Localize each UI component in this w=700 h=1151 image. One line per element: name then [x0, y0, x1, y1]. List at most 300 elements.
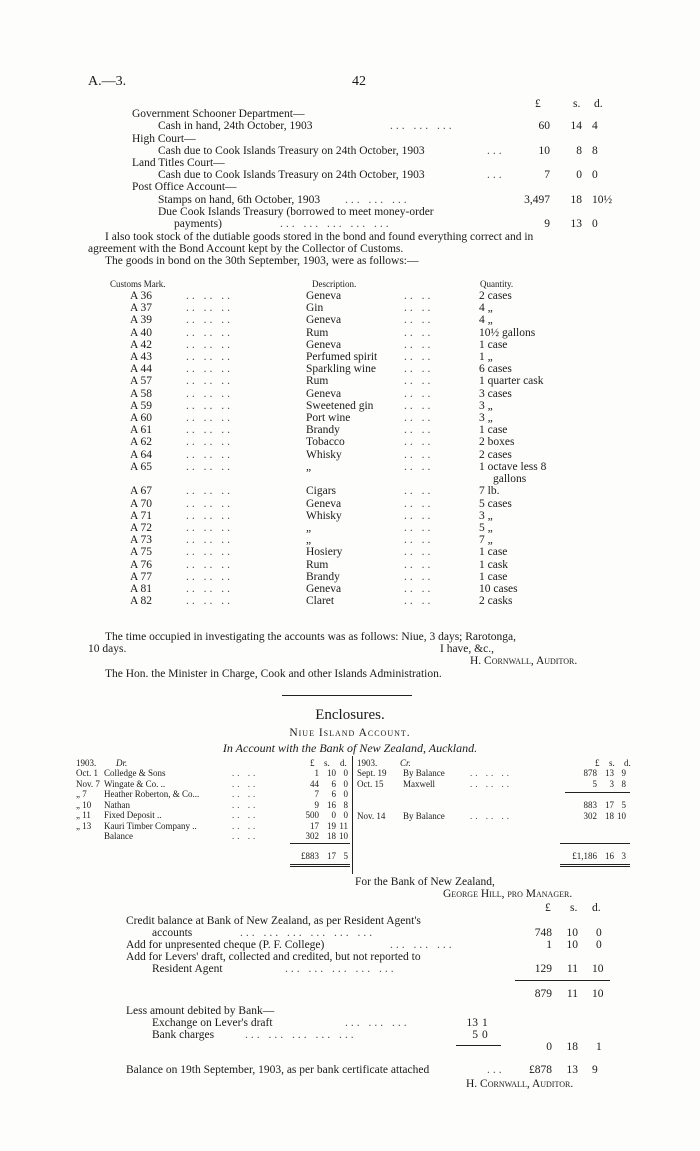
- bank-signature-line2: [443, 888, 572, 901]
- recon-credit-line1: Credit balance at Bank of New Zealand, as per Resident Agent's: [126, 915, 421, 927]
- recon-charges-shillings: 5: [472, 1029, 478, 1041]
- dr-row-shillings: 19: [327, 820, 336, 831]
- money-header-pounds: £: [535, 98, 541, 110]
- leader-dots: .. ..: [404, 436, 434, 449]
- goods-mark: A 72: [130, 521, 153, 534]
- recon-credit-line2: accounts: [152, 927, 193, 939]
- goods-description: Brandy: [306, 424, 340, 437]
- dr-double-rule: [290, 864, 350, 865]
- amount-pounds: 60: [538, 120, 550, 132]
- leader-dots: .. ..: [232, 831, 259, 841]
- recon-levers-pence: 10: [592, 963, 604, 975]
- leader-dots: .. ..: [232, 820, 259, 831]
- amount-pounds: 3,497: [524, 194, 550, 206]
- leader-dots: .. .. ..: [186, 521, 233, 534]
- dr-money-pounds: £: [310, 758, 315, 768]
- goods-mark: A 37: [130, 302, 153, 315]
- recon-less-shillings: 18: [566, 1041, 578, 1053]
- recon-unpresented-pounds: 1: [546, 939, 552, 951]
- goods-mark: A 82: [130, 595, 153, 608]
- leader-dots: .. ..: [404, 448, 434, 461]
- amount-shillings: 8: [576, 145, 582, 157]
- goods-quantity: 1 octave less 8: [479, 460, 547, 473]
- dr-row-item: Kauri Timber Company ..: [104, 820, 197, 831]
- account-heading: Land Titles Court—: [132, 157, 225, 169]
- leader-dots: .. ..: [404, 595, 434, 608]
- leader-dots: .. ..: [404, 363, 434, 376]
- recon-levers-pounds: 129: [534, 963, 552, 975]
- dr-row-item: Nathan: [104, 799, 130, 810]
- recon-charges: Bank charges: [152, 1029, 215, 1041]
- leader-dots: .. .. ..: [186, 546, 233, 559]
- auditor-signature: H. Cornwall, Auditor.: [470, 655, 578, 667]
- goods-quantity: 6 cases: [479, 363, 512, 376]
- goods-description: Whisky: [306, 448, 342, 461]
- dr-row-shillings: 10: [327, 768, 336, 778]
- leader-dots: .. .. ..: [186, 424, 233, 437]
- goods-mark: A 62: [130, 436, 153, 449]
- goods-mark: A 57: [130, 375, 153, 388]
- goods-mark: A 81: [130, 582, 153, 595]
- recon-unpresented-pence: 0: [596, 939, 602, 951]
- cr-total-pence: 3: [621, 851, 626, 861]
- goods-quantity: 3 cases: [479, 387, 512, 400]
- dr-total-pence: 5: [343, 851, 348, 861]
- goods-mark: A 60: [130, 412, 153, 424]
- recon-subtotal-pounds: 879: [534, 988, 552, 1000]
- cr-row-pounds: 878: [583, 768, 597, 778]
- goods-quantity: 3 „: [479, 399, 493, 412]
- dr-row-pounds: 7: [314, 789, 319, 799]
- leader-dots: .. .. ..: [186, 363, 233, 376]
- leader-dots: .. ..: [232, 810, 259, 820]
- goods-quantity: 1 case: [479, 570, 508, 583]
- recon-balance: Balance on 19th September, 1903, as per bank certificate attached: [126, 1064, 430, 1076]
- goods-quantity: 7 lb.: [479, 485, 500, 498]
- dr-row-pence: 0: [343, 789, 348, 799]
- dr-row-pence: 0: [343, 778, 348, 789]
- dr-row-pounds: 302: [305, 831, 319, 841]
- leader-dots: .. ..: [404, 460, 434, 473]
- cr-double-rule: [560, 866, 630, 867]
- cr-total-shillings: 16: [605, 851, 614, 861]
- recon-exchange-pence: 1: [482, 1017, 488, 1029]
- time-paragraph-line1: The time occupied in investigating the accounts was as follows: Niue, 3 days; Rarotonga,: [105, 631, 517, 643]
- leader-dots: .. .. ..: [186, 387, 233, 400]
- dr-double-rule: [290, 866, 350, 867]
- goods-quantity: 2 casks: [479, 595, 513, 608]
- recon-exchange: Exchange on Lever's draft: [152, 1017, 273, 1029]
- leader-dots: .. .. ..: [470, 778, 512, 789]
- recon-exchange-shillings: 13: [466, 1017, 478, 1029]
- cr-money-pence: d.: [624, 758, 631, 768]
- account-detail: Cash due to Cook Islands Treasury on 24th October, 1903: [158, 169, 425, 181]
- dr-row-pounds: 17: [310, 820, 319, 831]
- leader-dots: .. .. ..: [470, 768, 512, 778]
- recon-credit-pence: 0: [596, 927, 602, 939]
- dr-row-pence: 0: [343, 810, 348, 820]
- leader-dots: ... ... ...: [345, 1017, 410, 1029]
- dr-row-shillings: 0: [331, 810, 336, 820]
- goods-mark: A 43: [130, 351, 153, 363]
- goods-intro: The goods in bond on the 30th September, 1903, were as follows:—: [105, 255, 419, 267]
- amount-pence: 0: [592, 169, 598, 181]
- cr-row-pence: 9: [621, 768, 626, 778]
- money-header-pence: d.: [594, 98, 603, 110]
- amount-pence: 0: [592, 218, 598, 230]
- recon-money-shillings: s.: [570, 902, 578, 914]
- leader-dots: .. ..: [404, 509, 434, 522]
- page-code: A.—3.: [88, 74, 127, 89]
- dr-row-shillings: 6: [331, 778, 336, 789]
- leader-dots: .. ..: [404, 399, 434, 412]
- cr-row-shillings: 13: [605, 768, 614, 778]
- goods-quantity: 4 „: [479, 302, 493, 315]
- recon-credit-pounds: 748: [534, 927, 552, 939]
- dr-row-date: „ 7: [76, 789, 87, 799]
- dr-row-shillings: 18: [327, 831, 336, 841]
- recon-money-pence: d.: [592, 902, 601, 914]
- bank-manager-name: George Hill, pro Manager.: [443, 888, 573, 900]
- amount-shillings: 18: [570, 194, 582, 206]
- dr-row-date: Oct. 1: [76, 768, 98, 778]
- cr-row-item: By Balance: [403, 811, 445, 821]
- leader-dots: .. ..: [404, 387, 434, 400]
- goods-mark: A 77: [130, 570, 153, 583]
- leader-dots: .. .. ..: [186, 314, 233, 327]
- amount-pounds: 10: [538, 145, 550, 157]
- recon-levers-shillings: 11: [566, 963, 578, 975]
- recon-money-pounds: £: [545, 902, 551, 914]
- recon-subtotal-pence: 10: [592, 988, 604, 1000]
- leader-dots: .. ..: [404, 351, 434, 363]
- leader-dots: ... ... ... ... ...: [280, 218, 392, 230]
- amount-pounds: 7: [544, 169, 550, 181]
- goods-description: Geneva: [306, 497, 342, 510]
- goods-description: Geneva: [306, 387, 342, 400]
- recon-less-pounds: 0: [546, 1041, 552, 1053]
- addressee: The Hon. the Minister in Charge, Cook and other Islands Administration.: [105, 668, 442, 680]
- dr-row-shillings: 6: [331, 789, 336, 799]
- dr-row-date: „ 13: [76, 820, 92, 831]
- goods-mark: A 76: [130, 558, 153, 571]
- leader-dots: .. .. ..: [186, 302, 233, 315]
- leader-dots: .. .. ..: [470, 811, 512, 821]
- leader-dots: .. ..: [404, 290, 434, 302]
- goods-mark: A 40: [130, 326, 153, 339]
- dutiable-paragraph-line1: I also took stock of the dutiable goods stored in the bond and found everything correct and in: [105, 231, 534, 243]
- amount-pence: 10½: [592, 194, 613, 206]
- account-detail: Cash in hand, 24th October, 1903: [158, 120, 313, 132]
- goods-mark: A 73: [130, 534, 153, 547]
- enclosures-title: Enclosures.: [315, 707, 385, 723]
- goods-quantity: 5 cases: [479, 497, 512, 510]
- goods-mark: A 75: [130, 546, 153, 559]
- recon-unpresented: Add for unpresented cheque (P. F. College): [126, 939, 325, 951]
- leader-dots: .. .. ..: [186, 582, 233, 595]
- leader-dots: .. .. ..: [186, 497, 233, 510]
- goods-header-desc: Description.: [312, 279, 357, 289]
- goods-quantity: 3 „: [479, 412, 493, 424]
- leader-dots: .. ..: [404, 558, 434, 571]
- dr-row-item: Heather Roberton, & Co...: [104, 789, 200, 799]
- dr-total-shillings: 17: [327, 851, 336, 861]
- recon-signature: H. Cornwall, Auditor.: [466, 1078, 574, 1090]
- dr-label: Dr.: [116, 758, 128, 768]
- cr-row-pounds: 5: [592, 778, 597, 789]
- goods-quantity-continued: gallons: [493, 472, 527, 485]
- goods-quantity: 10½ gallons: [479, 326, 536, 339]
- leader-dots: .. ..: [404, 375, 434, 388]
- cr-total-pounds: £1,186: [572, 851, 597, 861]
- goods-description: Tobacco: [306, 436, 345, 449]
- dr-row-pounds: 1: [314, 768, 319, 778]
- cr-row-shillings: 3: [609, 778, 614, 789]
- goods-description: Geneva: [306, 582, 342, 595]
- goods-mark: A 36: [130, 290, 153, 302]
- dr-total-pounds: £883: [301, 851, 319, 861]
- goods-description: Whisky: [306, 509, 342, 522]
- leader-dots: .. .. ..: [186, 326, 233, 339]
- leader-dots: ... ... ...: [345, 194, 410, 206]
- goods-mark: A 42: [130, 338, 153, 351]
- recon-charges-pence: 0: [482, 1029, 488, 1041]
- account-heading: High Court—: [132, 133, 196, 145]
- leader-dots: .. .. ..: [186, 375, 233, 388]
- goods-description: „: [306, 460, 312, 473]
- dr-row-pounds: 44: [310, 778, 319, 789]
- leader-dots: ...: [487, 1064, 505, 1076]
- dr-year: 1903.: [76, 758, 97, 768]
- leader-dots: ... ... ...: [390, 120, 455, 132]
- goods-quantity: 2 boxes: [479, 436, 515, 449]
- dr-row-date: „ 11: [76, 810, 91, 820]
- goods-mark: A 61: [130, 424, 153, 437]
- goods-mark: A 44: [130, 363, 153, 376]
- cr-row-shillings: 18: [605, 811, 614, 821]
- page-number: 42: [352, 74, 366, 89]
- leader-dots: .. ..: [404, 485, 434, 498]
- amount-pence: 4: [592, 120, 598, 132]
- goods-quantity: 1 „: [479, 351, 493, 363]
- cr-row-pounds: 302: [583, 811, 597, 821]
- leader-dots: .. ..: [404, 546, 434, 559]
- recon-credit-shillings: 10: [566, 927, 578, 939]
- cr-label: Cr.: [400, 758, 411, 768]
- leader-dots: .. ..: [232, 768, 259, 778]
- leader-dots: .. ..: [404, 302, 434, 315]
- goods-description: Port wine: [306, 412, 351, 424]
- leader-dots: ...: [487, 169, 505, 181]
- dr-row-item: Colledge & Sons: [104, 768, 166, 778]
- amount-shillings: 0: [576, 169, 582, 181]
- dr-row-shillings: 16: [327, 799, 336, 810]
- leader-dots: .. ..: [404, 412, 434, 424]
- time-paragraph-line2: 10 days.: [88, 643, 127, 655]
- dr-row-item: Balance: [104, 831, 133, 841]
- ledger-divider: [352, 756, 353, 874]
- closing-salutation: I have, &c.,: [440, 643, 494, 655]
- goods-mark: A 67: [130, 485, 153, 498]
- leader-dots: ... ... ...: [390, 939, 455, 951]
- leader-dots: .. .. ..: [186, 436, 233, 449]
- goods-header-mark: Customs Mark.: [110, 279, 166, 289]
- leader-dots: .. ..: [404, 314, 434, 327]
- dr-row-pence: 10: [339, 831, 348, 841]
- account-subtitle: In Account with the Bank of New Zealand, Auckland.: [222, 741, 478, 755]
- leader-dots: .. .. ..: [186, 570, 233, 583]
- leader-dots: .. .. ..: [186, 399, 233, 412]
- leader-dots: ... ... ... ... ... ...: [240, 927, 376, 939]
- goods-description: Hosiery: [306, 546, 343, 559]
- account-detail: Due Cook Islands Treasury (borrowed to meet money-order: [158, 206, 434, 218]
- account-title: Niue Island Account.: [289, 727, 411, 739]
- leader-dots: .. .. ..: [186, 351, 233, 363]
- goods-description: Brandy: [306, 570, 340, 583]
- leader-dots: ... ... ... ... ...: [245, 1029, 357, 1041]
- recon-subtotal-shillings: 11: [566, 988, 578, 1000]
- goods-quantity: 5 „: [479, 521, 493, 534]
- goods-description: Rum: [306, 558, 329, 571]
- leader-dots: .. ..: [404, 570, 434, 583]
- leader-dots: .. .. ..: [186, 595, 233, 608]
- goods-quantity: 2 cases: [479, 290, 512, 302]
- recon-balance-shillings: 13: [566, 1064, 578, 1076]
- goods-mark: A 71: [130, 509, 153, 522]
- leader-dots: .. ..: [232, 799, 259, 810]
- cr-row-pence: 8: [621, 778, 626, 789]
- goods-mark: A 59: [130, 399, 153, 412]
- leader-dots: ... ... ... ... ...: [285, 963, 397, 975]
- dr-total-rule: [290, 843, 350, 844]
- dr-money-shillings: s.: [324, 758, 330, 768]
- cr-subtotal-pounds: 883: [583, 800, 597, 810]
- recon-unpresented-shillings: 10: [566, 939, 578, 951]
- dr-row-date: „ 10: [76, 799, 92, 810]
- cr-row-pence: 10: [617, 811, 626, 821]
- amount-pence: 8: [592, 145, 598, 157]
- goods-description: Sweetened gin: [306, 399, 374, 412]
- cr-row-date: Sept. 19: [357, 768, 387, 778]
- leader-dots: .. ..: [232, 778, 259, 789]
- goods-quantity: 1 quarter cask: [479, 375, 544, 388]
- cr-double-rule: [560, 864, 630, 865]
- goods-quantity: 3 „: [479, 509, 493, 522]
- recon-balance-pence: 9: [592, 1064, 598, 1076]
- leader-dots: .. .. ..: [186, 412, 233, 424]
- goods-description: Rum: [306, 375, 329, 388]
- goods-quantity: 10 cases: [479, 582, 518, 595]
- leader-dots: .. ..: [404, 521, 434, 534]
- amount-shillings: 13: [570, 218, 582, 230]
- goods-description: Gin: [306, 302, 324, 315]
- account-heading: Government Schooner Department—: [132, 108, 305, 120]
- leader-dots: .. .. ..: [186, 485, 233, 498]
- dr-row-pounds: 500: [305, 810, 319, 820]
- bank-signature-line1: For the Bank of New Zealand,: [355, 876, 495, 888]
- recon-levers-line2: Resident Agent: [152, 963, 223, 975]
- leader-dots: .. .. ..: [186, 448, 233, 461]
- amount-pounds: 9: [544, 218, 550, 230]
- leader-dots: .. ..: [404, 582, 434, 595]
- dr-row-pence: 8: [343, 799, 348, 810]
- dr-row-pounds: 9: [314, 799, 319, 810]
- dutiable-paragraph-line2: agreement with the Bond Account kept by the Collector of Customs.: [88, 243, 404, 255]
- goods-mark: A 39: [130, 314, 153, 327]
- goods-quantity: 1 case: [479, 338, 508, 351]
- dr-money-pence: d.: [340, 758, 347, 768]
- leader-dots: ...: [487, 145, 505, 157]
- account-heading: Post Office Account—: [132, 181, 237, 193]
- dr-row-pence: 11: [339, 820, 348, 831]
- leader-dots: .. ..: [404, 497, 434, 510]
- goods-description: Geneva: [306, 290, 342, 302]
- cr-year: 1903.: [357, 758, 378, 768]
- recon-balance-pounds: £878: [529, 1064, 552, 1076]
- leader-dots: .. .. ..: [186, 460, 233, 473]
- account-detail: Cash due to Cook Islands Treasury on 24th October, 1903: [158, 145, 425, 157]
- cr-total-rule: [560, 843, 630, 844]
- cr-subtotal-shillings: 17: [605, 800, 614, 810]
- goods-description: Perfumed spirit: [306, 351, 378, 363]
- dr-row-item: Fixed Deposit ..: [104, 810, 162, 820]
- goods-description: Geneva: [306, 338, 342, 351]
- cr-money-shillings: s.: [609, 758, 615, 768]
- recon-less-pence: 1: [596, 1041, 602, 1053]
- cr-row-date: Oct. 15: [357, 778, 384, 789]
- leader-dots: .. ..: [404, 424, 434, 437]
- dr-row-pence: 0: [343, 768, 348, 778]
- goods-description: Claret: [306, 595, 335, 608]
- goods-quantity: 1 case: [479, 424, 508, 437]
- goods-mark: A 65: [130, 460, 153, 473]
- goods-quantity: 7 „: [479, 534, 493, 547]
- leader-dots: .. ..: [404, 338, 434, 351]
- section-divider: [282, 695, 412, 696]
- goods-mark: A 70: [130, 497, 153, 510]
- leader-dots: .. .. ..: [186, 290, 233, 302]
- account-detail: payments): [174, 218, 222, 230]
- cr-row-item: Maxwell: [403, 778, 435, 789]
- leader-dots: .. .. ..: [186, 534, 233, 547]
- cr-subtotal-pence: 5: [621, 800, 626, 810]
- amount-shillings: 14: [570, 120, 582, 132]
- recon-less-heading: Less amount debited by Bank—: [126, 1005, 275, 1017]
- leader-dots: .. ..: [404, 326, 434, 339]
- goods-mark: A 58: [130, 387, 153, 400]
- recon-less-rule: [456, 1045, 501, 1046]
- dr-row-date: Nov. 7: [76, 778, 100, 789]
- leader-dots: .. .. ..: [186, 558, 233, 571]
- goods-quantity: 1 case: [479, 546, 508, 559]
- goods-quantity: 2 cases: [479, 448, 512, 461]
- goods-mark: A 64: [130, 448, 153, 461]
- cr-money-pounds: £: [595, 758, 600, 768]
- goods-description: Sparkling wine: [306, 363, 376, 376]
- money-header-shillings: s.: [573, 98, 581, 110]
- leader-dots: .. ..: [232, 789, 259, 799]
- goods-header-qty: Quantity.: [480, 279, 514, 289]
- leader-dots: .. .. ..: [186, 509, 233, 522]
- goods-description: Geneva: [306, 314, 342, 327]
- cr-subtotal-rule: [565, 792, 630, 793]
- goods-description: Cigars: [306, 485, 337, 498]
- goods-description: „: [306, 534, 312, 547]
- leader-dots: .. .. ..: [186, 338, 233, 351]
- goods-quantity: 1 cask: [479, 558, 509, 571]
- dr-row-item: Wingate & Co. ..: [104, 778, 166, 789]
- cr-row-date: Nov. 14: [357, 811, 386, 821]
